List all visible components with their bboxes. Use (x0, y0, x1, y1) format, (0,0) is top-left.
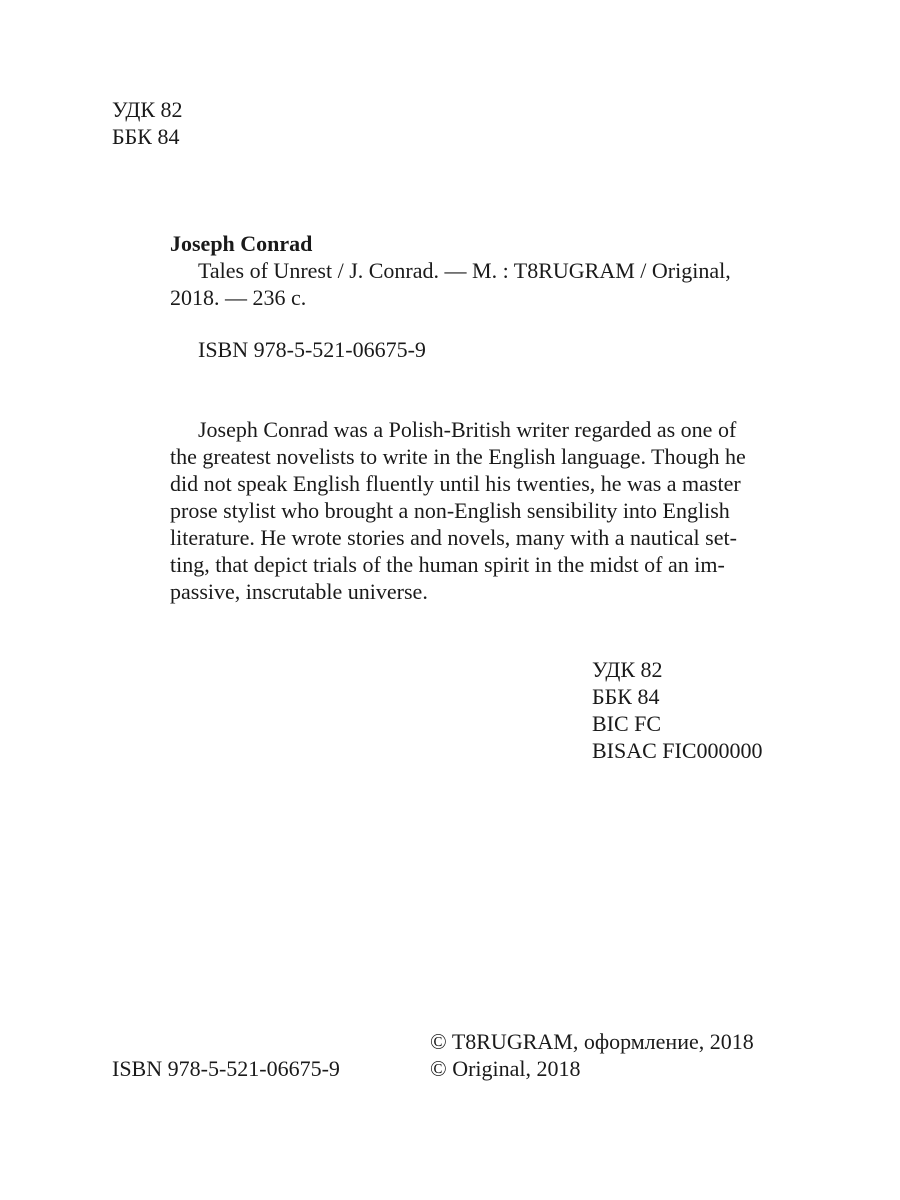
udk-code: УДК 82 (592, 657, 663, 682)
bibliographic-record (170, 230, 762, 311)
annotation-line: passive, inscrutable universe. (170, 579, 428, 604)
bisac-code: BISAC FIC000000 (592, 738, 763, 763)
bibliographic-line-2: 2018. — 236 c. (170, 285, 307, 310)
bbk-code: ББК 84 (112, 124, 180, 149)
bbk-code: ББК 84 (592, 684, 660, 709)
footer-isbn: ISBN 978-5-521-06675-9 (112, 1056, 340, 1081)
copyright-block (430, 1028, 754, 1082)
copyright-line: © Original, 2018 (430, 1056, 581, 1081)
author-name: Joseph Conrad (170, 231, 313, 256)
annotation-line: Joseph Conrad was a Polish-British writer regarded as one of (198, 417, 737, 442)
annotation-line: literature. He wrote stories and novels, many with a nautical set- (170, 525, 737, 550)
isbn-record: ISBN 978-5-521-06675-9 (198, 337, 426, 362)
top-classification-codes (112, 96, 183, 150)
udk-code: УДК 82 (112, 97, 183, 122)
annotation-line: ting, that depict trials of the human spirit in the midst of an im- (170, 552, 725, 577)
classification-block (592, 656, 763, 764)
bibliographic-line-1: Tales of Unrest / J. Conrad. — M. : T8RUGRAM / Original, (198, 258, 731, 283)
annotation-line: did not speak English fluently until his twenties, he was a master (170, 471, 741, 496)
annotation-paragraph (170, 416, 762, 605)
bic-code: BIC FC (592, 711, 662, 736)
copyright-line: © T8RUGRAM, оформление, 2018 (430, 1029, 754, 1054)
annotation-line: prose stylist who brought a non-English sensibility into English (170, 498, 730, 523)
annotation-line: the greatest novelists to write in the English language. Though he (170, 444, 746, 469)
